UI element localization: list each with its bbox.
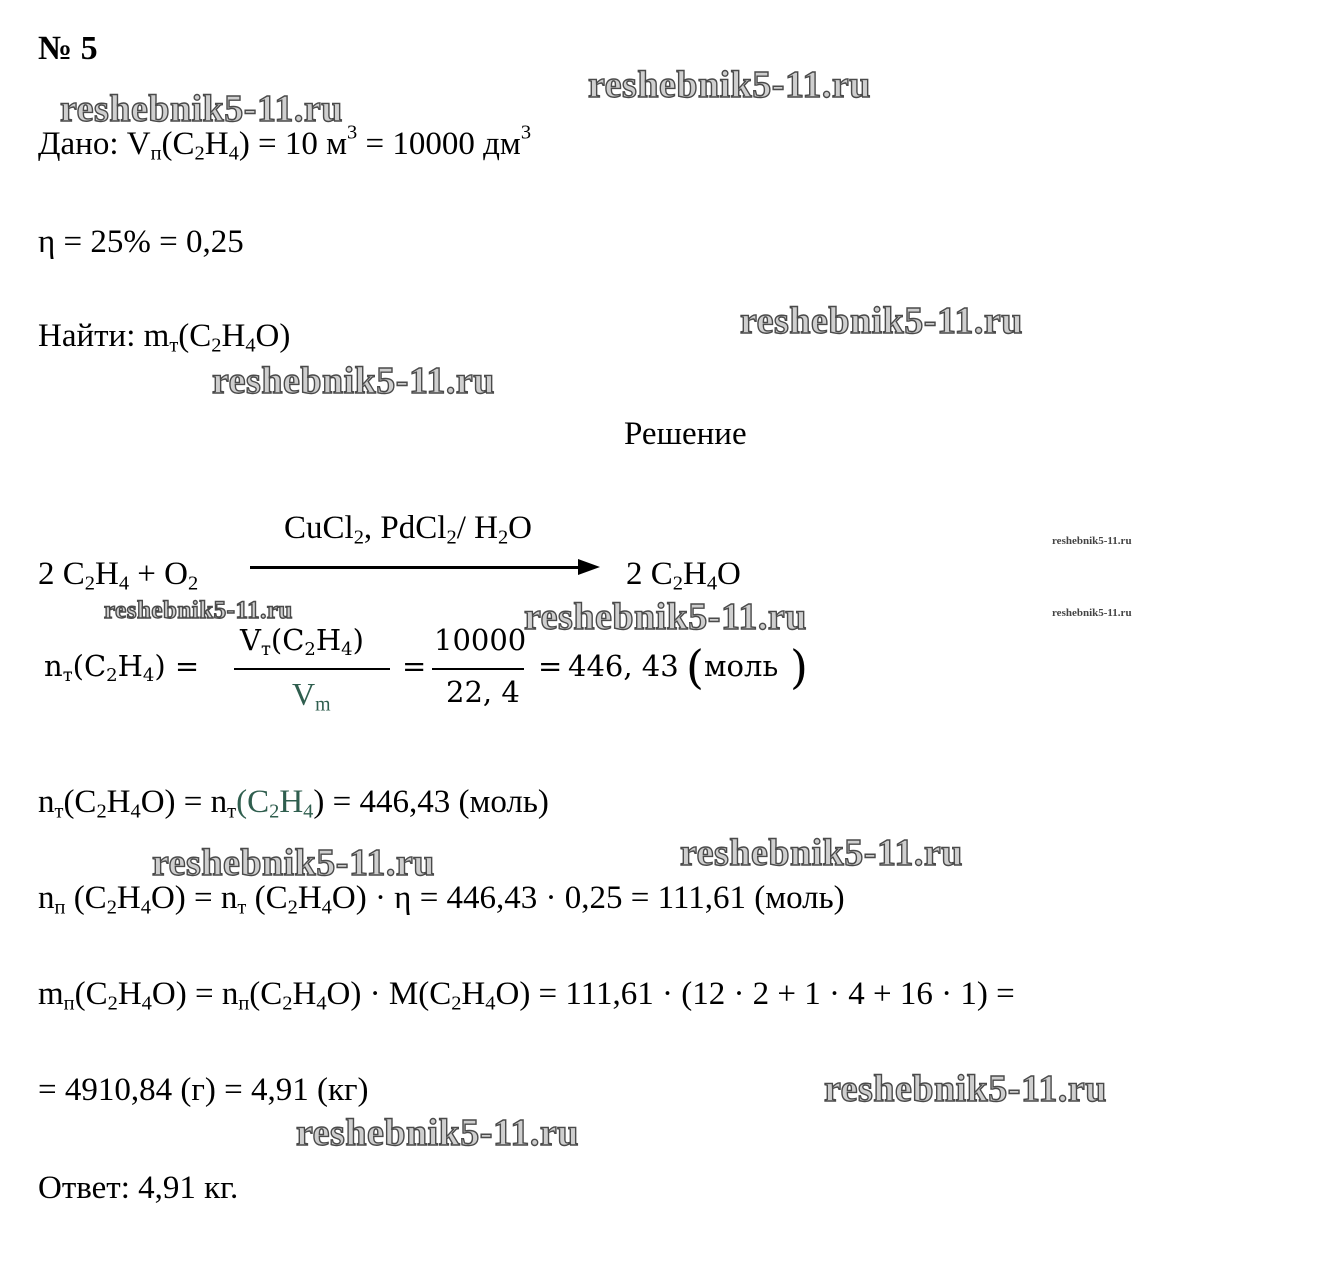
formula1-equals: =	[538, 649, 563, 683]
formula1-denominator: $V_m$	[292, 676, 331, 716]
paren-close: )	[790, 640, 808, 694]
watermark: reshebnik5-11.ru	[152, 842, 435, 884]
watermark: reshebnik5-11.ru	[60, 88, 343, 130]
calc-line-5: = 4910,84 (г) = 4,91 (кг)	[38, 1072, 369, 1108]
problem-number: № 5	[38, 30, 98, 67]
watermark: reshebnik5-11.ru	[212, 360, 495, 402]
watermark: reshebnik5-11.ru	[296, 1112, 579, 1154]
calc-line-2: $n_т(C_2H_4O) = n_т(C_2H_4) = 446,43$ (моль)	[38, 784, 549, 823]
answer: Ответ: 4,91 кг.	[38, 1170, 239, 1206]
watermark: reshebnik5-11.ru	[104, 597, 293, 624]
formula1-result: 446, 43	[568, 649, 679, 683]
reaction-arrow	[250, 566, 580, 569]
watermark: reshebnik5-11.ru	[824, 1068, 1107, 1110]
calc-line-3: $n_п$ $(C_2H_4O) = n_т$ $(C_2H_4O) \cdot \eta = 446,43 \cdot 0,25 = 111,61$ (моль)	[38, 880, 845, 919]
formula1-numerator2: 10000	[434, 623, 527, 657]
reaction-product: 2 $C_2H_4O$	[626, 556, 741, 595]
formula1-equals: =	[402, 649, 427, 683]
watermark: reshebnik5-11.ru	[524, 596, 807, 638]
reaction-arrow-head	[578, 559, 600, 575]
formula1-numerator: $V_т(C_2H_4)$	[240, 623, 364, 661]
paren-open: (	[686, 640, 704, 694]
calc-line-4: $m_п(C_2H_4O) = n_п(C_2H_4O) \cdot M(C_2H_4O) = 111,61 \cdot (12 \cdot 2 + 1 \cdot 4 + 16 \cdot 1)$ =	[38, 976, 1015, 1015]
watermark-small: reshebnik5-11.ru	[1052, 535, 1132, 547]
solution-title: Решение	[624, 416, 747, 452]
given-volume: Дано: $V_п(C_2H_4) = 10$ $м^3 = 10000$ $дм^3$	[38, 121, 532, 165]
fraction-bar	[234, 668, 390, 670]
watermark: reshebnik5-11.ru	[740, 300, 1023, 342]
watermark: reshebnik5-11.ru	[680, 832, 963, 874]
watermark-small: reshebnik5-11.ru	[1052, 607, 1132, 619]
given-yield: η = 25% = 0,25	[38, 224, 244, 260]
reaction-catalyst: CuCl$_2$, PdCl$_2$/ $H_2O$	[284, 510, 532, 549]
fraction-bar	[432, 668, 524, 670]
find-line: Найти: $m_т(C_2H_4O)$	[38, 318, 291, 357]
formula1-unit: моль	[704, 649, 779, 683]
reaction-reactants: 2 $C_2H_4 + O_2$	[38, 556, 199, 595]
formula1-lhs: $n_т(C_2H_4)$ =	[44, 649, 200, 687]
watermark: reshebnik5-11.ru	[588, 64, 871, 106]
formula1-denominator2: 22, 4	[446, 675, 520, 709]
